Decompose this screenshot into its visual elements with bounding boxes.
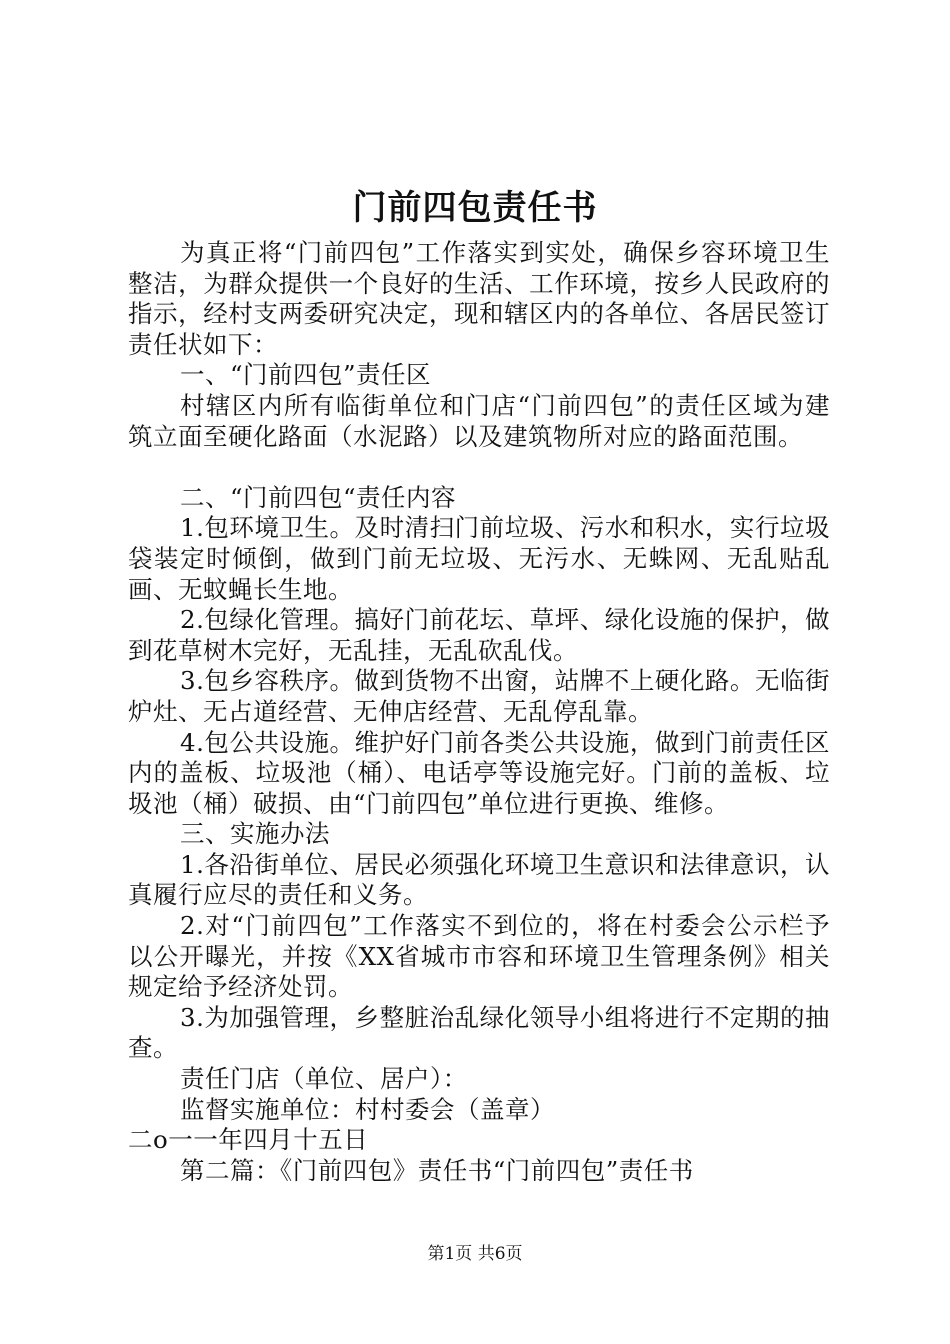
item2-3: 3.包乡容秩序。做到货物不出窗，站牌不上硬化路。无临街炉灶、无占道经营、无伸店经营、无乱停乱靠。 [128, 666, 830, 726]
section2-heading: 二、“门前四包“责任内容 [180, 482, 457, 512]
item2-4: 4.包公共设施。维护好门前各类公共设施，做到门前责任区内的盖板、垃圾池（桶）、电话亭等设施完好。门前的盖板、垃圾池（桶）破损、由“门前四包”单位进行更换、维修。 [128, 727, 830, 818]
next-article-line: 第二篇：《门前四包》责任书“门前四包”责任书 [180, 1155, 694, 1185]
section1-text: 村辖区内所有临街单位和门店“门前四包”的责任区域为建筑立面至硬化路面（水泥路）以及建筑物所对应的路面范围。 [128, 390, 830, 451]
document-body [128, 238, 830, 1186]
item2-2: 2.包绿化管理。搞好门前花坛、草坪、绿化设施的保护，做到花草树木完好，无乱挂，无乱砍乱伐。 [128, 605, 830, 665]
supervisor-line: 监督实施单位：村村委会（盖章） [180, 1094, 555, 1124]
document-title: 门前四包责任书 [352, 188, 598, 228]
responsible-store-line: 责任门店（单位、居户）： [180, 1064, 468, 1094]
item2-1: 1.包环境卫生。及时清扫门前垃圾、污水和积水，实行垃圾袋装定时倾倒，做到门前无垃圾、无污水、无蛛网、无乱贴乱画、无蚊蝇长生地。 [128, 513, 830, 604]
item3-1: 1.各沿街单位、居民必须强化环境卫生意识和法律意识，认真履行应尽的责任和义务。 [128, 849, 830, 910]
date-line: 二o一一年四月十五日 [128, 1125, 369, 1155]
item3-3: 3.为加强管理，乡整脏治乱绿化领导小组将进行不定期的抽查。 [128, 1002, 830, 1063]
section3-heading: 三、实施办法 [180, 819, 330, 849]
intro-paragraph: 为真正将“门前四包”工作落实到实处，确保乡容环境卫生整洁，为群众提供一个良好的生活、工作环境，按乡人民政府的指示，经村支两委研究决定，现和辖区内的各单位、各居民签订责任状如下： [128, 238, 830, 359]
blank-line [128, 452, 830, 483]
section1-heading: 一、“门前四包”责任区 [180, 360, 432, 390]
page-footer: 第1页 共6页 [427, 1244, 523, 1264]
item3-2: 2.对“门前四包”工作落实不到位的，将在村委会公示栏予以公开曝光，并按《XX省城市市容和环境卫生管理条例》相关规定给予经济处罚。 [128, 911, 830, 1002]
